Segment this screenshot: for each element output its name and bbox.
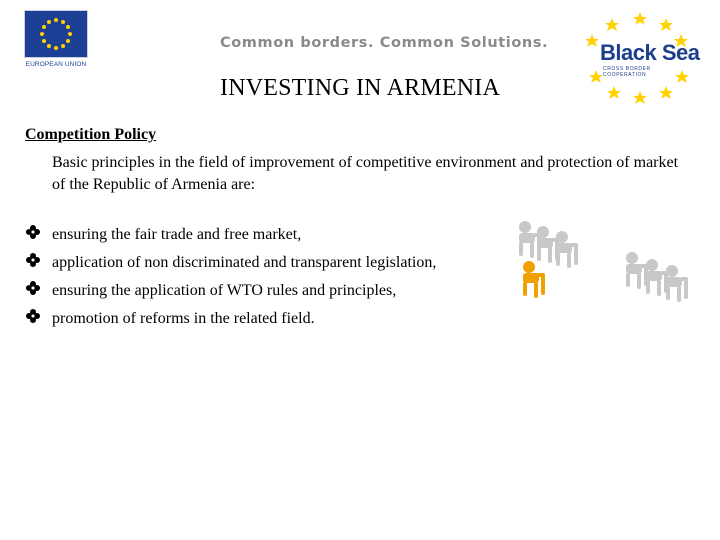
list-item <box>25 280 436 308</box>
tagline: Common borders. Common Solutions. <box>220 35 549 51</box>
bullet-list <box>25 224 436 336</box>
list-item <box>25 224 436 252</box>
black-sea-subtitle: CROSS BORDER COOPERATION <box>603 66 651 78</box>
eu-flag-icon <box>24 10 88 58</box>
black-sea-wordmark: Black Sea <box>600 40 700 65</box>
section-heading: Competition Policy <box>25 126 157 143</box>
diamond-clover-bullet-icon <box>25 224 41 240</box>
leader-figure <box>523 261 545 298</box>
diamond-clover-bullet-icon <box>25 280 41 296</box>
eu-logo <box>24 10 88 70</box>
diamond-clover-bullet-icon <box>25 252 41 268</box>
list-item <box>25 252 436 280</box>
race-start-figures-illustration <box>500 195 705 330</box>
bullet-text: application of non discriminated and transparent legislation, <box>52 254 437 271</box>
bullet-text: ensuring the fair trade and free market, <box>52 226 302 243</box>
list-item <box>25 308 436 336</box>
bullet-text: promotion of reforms in the related field. <box>52 310 315 327</box>
slide-title: INVESTING IN ARMENIA <box>220 75 500 101</box>
eu-label: EUROPEAN UNION <box>25 61 87 68</box>
diamond-clover-bullet-icon <box>25 308 41 324</box>
bullet-text: ensuring the application of WTO rules and principles, <box>52 282 397 299</box>
intro-paragraph: Basic principles in the field of improvement of competitive environment and protection of market of the Republic of Armenia are: <box>52 154 679 193</box>
